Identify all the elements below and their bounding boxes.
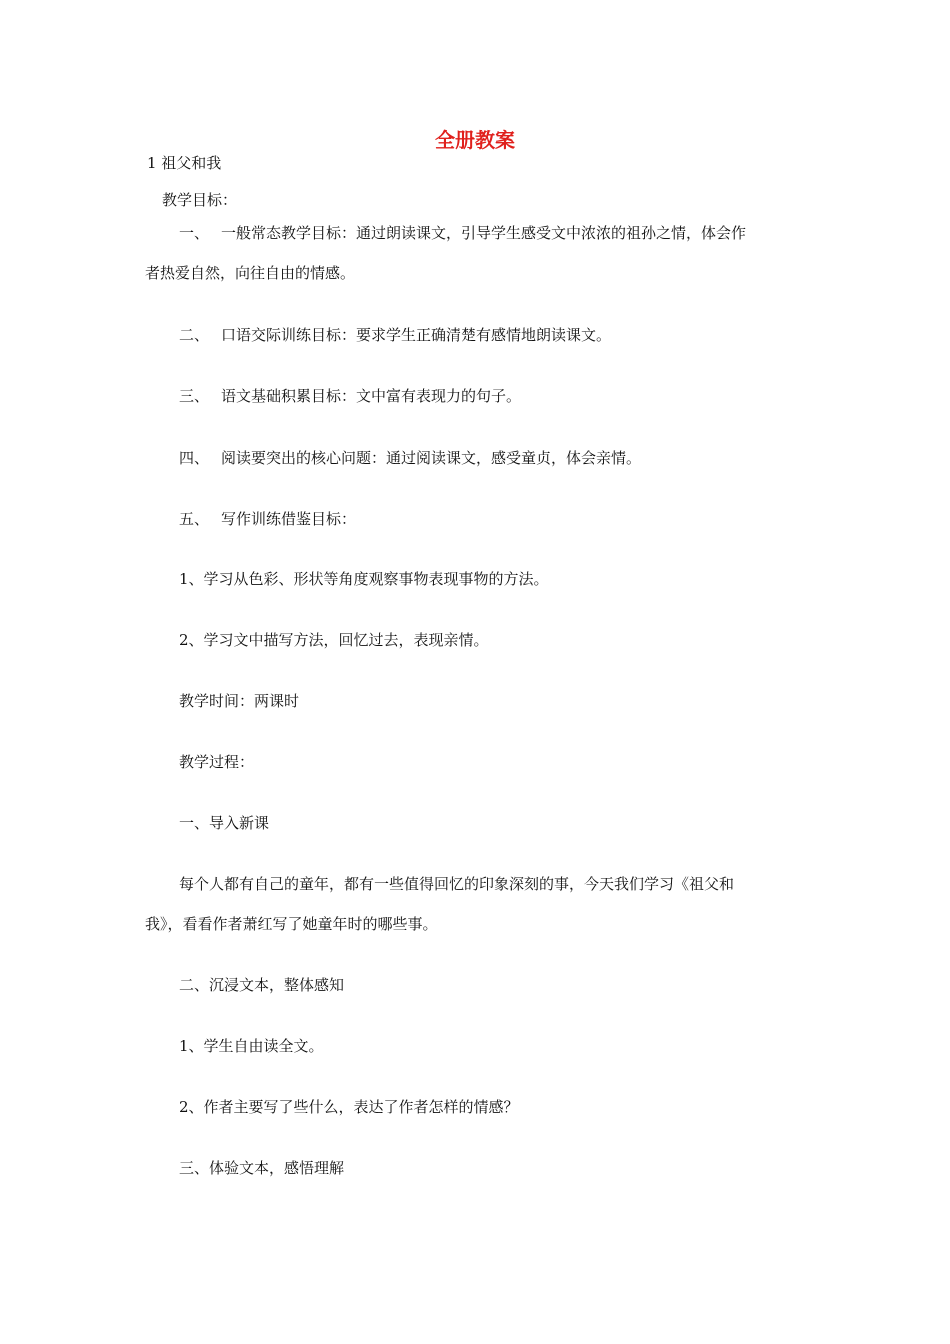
goals-heading: 教学目标： [162, 191, 238, 209]
goal-text: 语文基础积累目标：文中富有表现力的句子。 [221, 387, 522, 405]
goal-item-4 [179, 448, 641, 468]
goal-text: 写作训练借鉴目标： [221, 510, 357, 528]
goal-number: 四、 [179, 449, 210, 467]
intro-paragraph-line-2: 我》，看看作者萧红写了她童年时的哪些事。 [145, 915, 438, 933]
goal-number: 三、 [179, 387, 210, 405]
goal-text: 阅读要突出的核心问题：通过阅读课文，感受童贞，体会亲情。 [221, 449, 642, 467]
teaching-time: 教学时间：两课时 [179, 692, 300, 710]
goal-item-1 [179, 223, 746, 243]
writing-item-1: 1、学习从色彩、形状等角度观察事物表现事物的方法。 [179, 570, 549, 588]
lesson-heading: 1 祖父和我 [147, 154, 222, 172]
writing-item-2: 2、学习文中描写方法，回忆过去，表现亲情。 [179, 631, 489, 649]
goal-text: 口语交际训练目标：要求学生正确清楚有感情地朗读课文。 [221, 326, 612, 344]
goal-number: 五、 [179, 510, 210, 528]
intro-paragraph-line-1: 每个人都有自己的童年，都有一些值得回忆的印象深刻的事，今天我们学习《祖父和 [179, 875, 735, 893]
section-heading-1: 一、导入新课 [179, 814, 270, 832]
step-item-1: 1、学生自由读全文。 [179, 1037, 324, 1055]
section-heading-3: 三、体验文本，感悟理解 [179, 1159, 345, 1177]
goal-item-1-continued: 者热爱自然，向往自由的情感。 [145, 264, 356, 282]
goal-text: 一般常态教学目标：通过朗读课文，引导学生感受文中浓浓的祖孙之情，体会作 [221, 224, 747, 242]
document-title: 全册教案 [435, 128, 515, 152]
step-item-2: 2、作者主要写了些什么，表达了作者怎样的情感？ [179, 1098, 519, 1116]
goal-item-5 [179, 509, 356, 529]
goal-number: 二、 [179, 326, 210, 344]
process-heading: 教学过程： [179, 753, 255, 771]
section-heading-2: 二、沉浸文本，整体感知 [179, 976, 345, 994]
goal-item-3 [179, 386, 521, 406]
goal-number: 一、 [179, 224, 210, 242]
goal-item-2 [179, 325, 611, 345]
